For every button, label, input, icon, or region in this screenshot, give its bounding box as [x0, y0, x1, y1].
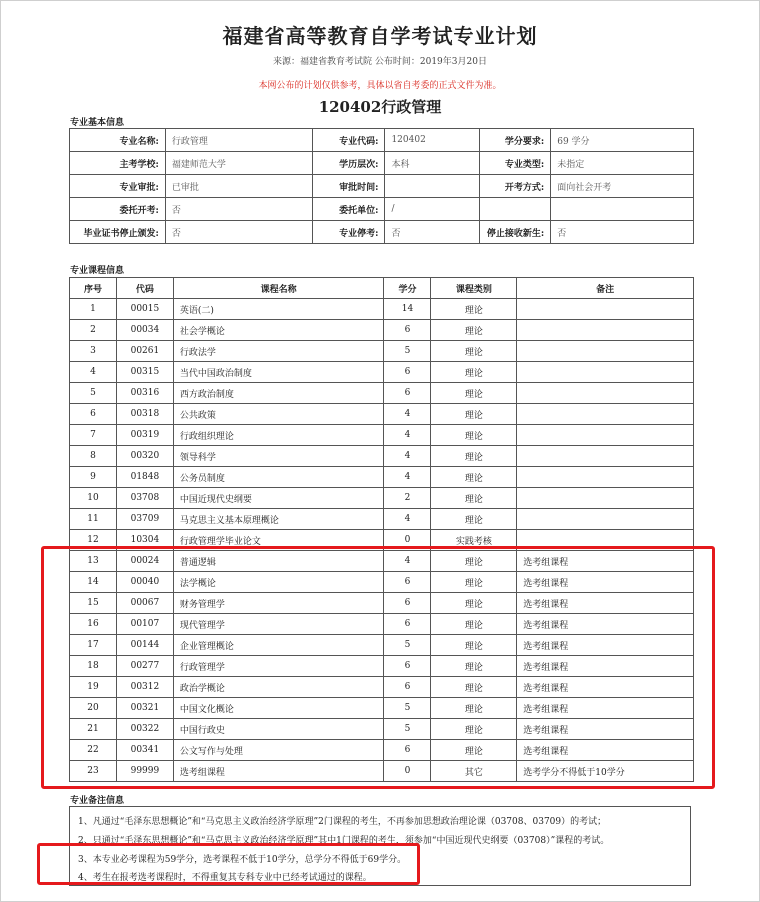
course-remark — [517, 446, 694, 467]
course-name: 马克思主义基本原理概论 — [173, 509, 384, 530]
course-code: 00319 — [116, 425, 173, 446]
field-label: 专业停考: — [312, 221, 385, 244]
course-index: 9 — [70, 467, 117, 488]
course-code: 00034 — [116, 320, 173, 341]
course-remark — [517, 299, 694, 320]
course-category: 理论 — [431, 551, 517, 572]
course-code: 00277 — [116, 656, 173, 677]
course-credits: 5 — [384, 719, 431, 740]
table-row — [70, 509, 694, 530]
field-label: 停止接收新生: — [480, 221, 551, 244]
course-index: 17 — [70, 635, 117, 656]
field-value: 否 — [385, 221, 480, 244]
course-credits: 4 — [384, 509, 431, 530]
course-code: 01848 — [116, 467, 173, 488]
course-index: 20 — [70, 698, 117, 719]
course-code: 00312 — [116, 677, 173, 698]
course-remark — [517, 488, 694, 509]
course-name: 中国文化概论 — [173, 698, 384, 719]
col-header-remark: 备注 — [517, 278, 694, 299]
field-value: 69 学分 — [551, 129, 694, 152]
course-index: 10 — [70, 488, 117, 509]
basic-info-row — [70, 152, 694, 175]
course-remark — [517, 425, 694, 446]
table-row — [70, 320, 694, 341]
field-label: 专业名称: — [70, 129, 166, 152]
course-index: 12 — [70, 530, 117, 551]
course-credits: 0 — [384, 530, 431, 551]
field-label: 审批时间: — [312, 175, 385, 198]
course-credits: 6 — [384, 320, 431, 341]
course-name: 现代管理学 — [173, 614, 384, 635]
course-remark: 选考学分不得低于10学分 — [517, 761, 694, 782]
course-name: 中国近现代史纲要 — [173, 488, 384, 509]
course-index: 19 — [70, 677, 117, 698]
basic-info-row — [70, 198, 694, 221]
course-category: 理论 — [431, 698, 517, 719]
course-name: 财务管理学 — [173, 593, 384, 614]
course-credits: 4 — [384, 551, 431, 572]
course-category: 理论 — [431, 509, 517, 530]
course-credits: 5 — [384, 698, 431, 719]
field-label: 专业审批: — [70, 175, 166, 198]
course-remark — [517, 320, 694, 341]
table-row — [70, 383, 694, 404]
field-value: 已审批 — [165, 175, 312, 198]
field-label — [480, 198, 551, 221]
course-credits: 6 — [384, 656, 431, 677]
field-label: 学分要求: — [480, 129, 551, 152]
course-index: 1 — [70, 299, 117, 320]
course-category: 其它 — [431, 761, 517, 782]
course-index: 6 — [70, 404, 117, 425]
course-index: 11 — [70, 509, 117, 530]
notes-label: 专业备注信息 — [70, 796, 125, 806]
course-index: 4 — [70, 362, 117, 383]
course-remark — [517, 404, 694, 425]
course-name: 社会学概论 — [173, 320, 384, 341]
course-remark — [517, 509, 694, 530]
course-name: 当代中国政治制度 — [173, 362, 384, 383]
course-name: 普通逻辑 — [173, 551, 384, 572]
course-name: 公务员制度 — [173, 467, 384, 488]
course-credits: 6 — [384, 677, 431, 698]
course-category: 理论 — [431, 425, 517, 446]
table-row — [70, 341, 694, 362]
course-remark: 选考组课程 — [517, 572, 694, 593]
course-category: 理论 — [431, 383, 517, 404]
course-credits: 0 — [384, 761, 431, 782]
course-code: 03708 — [116, 488, 173, 509]
field-value: / — [385, 198, 480, 221]
course-index: 14 — [70, 572, 117, 593]
course-index: 5 — [70, 383, 117, 404]
course-name: 公文写作与处理 — [173, 740, 384, 761]
course-category: 理论 — [431, 467, 517, 488]
course-category: 理论 — [431, 677, 517, 698]
course-name: 中国行政史 — [173, 719, 384, 740]
course-name: 行政法学 — [173, 341, 384, 362]
table-row — [70, 425, 694, 446]
course-credits: 14 — [384, 299, 431, 320]
source-line: 来源：福建省教育考试院 公布时间：2019年3月20日 — [273, 57, 487, 67]
course-remark — [517, 467, 694, 488]
course-name: 公共政策 — [173, 404, 384, 425]
course-category: 理论 — [431, 572, 517, 593]
col-header-credits: 学分 — [384, 278, 431, 299]
course-index: 21 — [70, 719, 117, 740]
course-category: 理论 — [431, 320, 517, 341]
table-row — [70, 299, 694, 320]
table-row — [70, 404, 694, 425]
table-row — [70, 446, 694, 467]
course-category: 理论 — [431, 656, 517, 677]
course-index: 3 — [70, 341, 117, 362]
course-credits: 6 — [384, 614, 431, 635]
course-category: 理论 — [431, 362, 517, 383]
course-category: 理论 — [431, 614, 517, 635]
course-category: 理论 — [431, 488, 517, 509]
course-credits: 6 — [384, 572, 431, 593]
field-value: 否 — [551, 221, 694, 244]
course-index: 22 — [70, 740, 117, 761]
course-category: 理论 — [431, 341, 517, 362]
basic-info-table — [69, 128, 694, 244]
course-code: 00315 — [116, 362, 173, 383]
note-line: 2、只通过“毛泽东思想概论”和“马克思主义政治经济学原理”其中1门课程的考生，须参加“中国近现代史纲要（03708）”课程的考试。 — [78, 836, 610, 846]
field-label: 专业类型: — [480, 152, 551, 175]
course-remark: 选考组课程 — [517, 614, 694, 635]
field-value: 否 — [165, 221, 312, 244]
note-line: 4、考生在报考选考课程时，不得重复其专科专业中已经考试通过的课程。 — [78, 873, 372, 883]
course-name: 政治学概论 — [173, 677, 384, 698]
course-category: 理论 — [431, 593, 517, 614]
course-code: 00341 — [116, 740, 173, 761]
course-credits: 4 — [384, 467, 431, 488]
notice-line: 本网公布的计划仅供参考，具体以省自考委的正式文件为准。 — [258, 81, 502, 91]
page-title: 福建省高等教育自学考试专业计划 — [222, 24, 538, 48]
course-index: 23 — [70, 761, 117, 782]
course-category: 理论 — [431, 635, 517, 656]
note-line: 1、凡通过“毛泽东思想概论”和“马克思主义政治经济学原理”2门课程的考生，不再参加思想政治理论课（03708、03709）的考试； — [78, 817, 607, 827]
course-remark — [517, 383, 694, 404]
field-label: 委托单位: — [312, 198, 385, 221]
course-remark — [517, 362, 694, 383]
course-code: 00321 — [116, 698, 173, 719]
highlight-box-credit-note — [37, 843, 420, 885]
course-credits: 2 — [384, 488, 431, 509]
field-label: 专业代码: — [312, 129, 385, 152]
course-code: 10304 — [116, 530, 173, 551]
field-label: 毕业证书停止颁发: — [70, 221, 166, 244]
course-remark: 选考组课程 — [517, 740, 694, 761]
field-value — [551, 198, 694, 221]
field-label: 主考学校: — [70, 152, 166, 175]
basic-info-row — [70, 129, 694, 152]
course-name: 选考组课程 — [173, 761, 384, 782]
course-name: 企业管理概论 — [173, 635, 384, 656]
course-credits: 6 — [384, 593, 431, 614]
course-credits: 4 — [384, 446, 431, 467]
field-value: 福建师范大学 — [165, 152, 312, 175]
course-remark: 选考组课程 — [517, 698, 694, 719]
course-category: 理论 — [431, 299, 517, 320]
course-remark — [517, 341, 694, 362]
course-category: 理论 — [431, 446, 517, 467]
col-header-code: 代码 — [116, 278, 173, 299]
course-index: 18 — [70, 656, 117, 677]
course-index: 16 — [70, 614, 117, 635]
table-row — [70, 488, 694, 509]
course-credits: 5 — [384, 635, 431, 656]
course-name: 领导科学 — [173, 446, 384, 467]
col-header-name: 课程名称 — [173, 278, 384, 299]
course-category: 理论 — [431, 740, 517, 761]
course-name: 法学概论 — [173, 572, 384, 593]
col-header-category: 课程类别 — [431, 278, 517, 299]
course-name: 行政管理学 — [173, 656, 384, 677]
course-code: 00144 — [116, 635, 173, 656]
field-value — [385, 175, 480, 198]
course-category: 理论 — [431, 404, 517, 425]
course-index: 7 — [70, 425, 117, 446]
course-code: 00107 — [116, 614, 173, 635]
field-label: 委托开考: — [70, 198, 166, 221]
field-value: 否 — [165, 198, 312, 221]
basic-info-row — [70, 175, 694, 198]
course-index: 15 — [70, 593, 117, 614]
course-credits: 6 — [384, 740, 431, 761]
course-remark: 选考组课程 — [517, 593, 694, 614]
course-credits: 6 — [384, 383, 431, 404]
field-value: 本科 — [385, 152, 480, 175]
course-remark: 选考组课程 — [517, 551, 694, 572]
table-row — [70, 467, 694, 488]
highlight-box-elective-courses — [41, 546, 715, 789]
course-code: 00322 — [116, 719, 173, 740]
note-line: 3、本专业必考课程为59学分，选考课程不低于10学分，总学分不得低于69学分。 — [78, 855, 407, 865]
course-code: 99999 — [116, 761, 173, 782]
course-category: 实践考核 — [431, 530, 517, 551]
course-remark: 选考组课程 — [517, 677, 694, 698]
course-credits: 4 — [384, 404, 431, 425]
course-remark: 选考组课程 — [517, 635, 694, 656]
course-name: 行政组织理论 — [173, 425, 384, 446]
course-code: 00067 — [116, 593, 173, 614]
course-code: 00040 — [116, 572, 173, 593]
course-remark: 选考组课程 — [517, 719, 694, 740]
course-credits: 5 — [384, 341, 431, 362]
field-value: 未指定 — [551, 152, 694, 175]
course-code: 00320 — [116, 446, 173, 467]
course-name: 行政管理学毕业论文 — [173, 530, 384, 551]
course-name: 西方政治制度 — [173, 383, 384, 404]
course-info-label: 专业课程信息 — [70, 266, 125, 276]
basic-info-label: 专业基本信息 — [70, 118, 125, 128]
course-credits: 4 — [384, 425, 431, 446]
col-header-index: 序号 — [70, 278, 117, 299]
field-value: 面向社会开考 — [551, 175, 694, 198]
course-remark: 选考组课程 — [517, 656, 694, 677]
course-code: 00024 — [116, 551, 173, 572]
field-label: 学历层次: — [312, 152, 385, 175]
field-value: 行政管理 — [165, 129, 312, 152]
major-title: 120402行政管理 — [318, 98, 442, 116]
course-code: 03709 — [116, 509, 173, 530]
course-code: 00261 — [116, 341, 173, 362]
course-name: 英语(二) — [173, 299, 384, 320]
course-index: 13 — [70, 551, 117, 572]
course-code: 00316 — [116, 383, 173, 404]
course-category: 理论 — [431, 719, 517, 740]
course-index: 2 — [70, 320, 117, 341]
course-credits: 6 — [384, 362, 431, 383]
field-label: 开考方式: — [480, 175, 551, 198]
field-value: 120402 — [385, 129, 480, 152]
course-code: 00015 — [116, 299, 173, 320]
table-row — [70, 362, 694, 383]
course-header-row — [70, 278, 694, 299]
course-code: 00318 — [116, 404, 173, 425]
course-index: 8 — [70, 446, 117, 467]
basic-info-row — [70, 221, 694, 244]
